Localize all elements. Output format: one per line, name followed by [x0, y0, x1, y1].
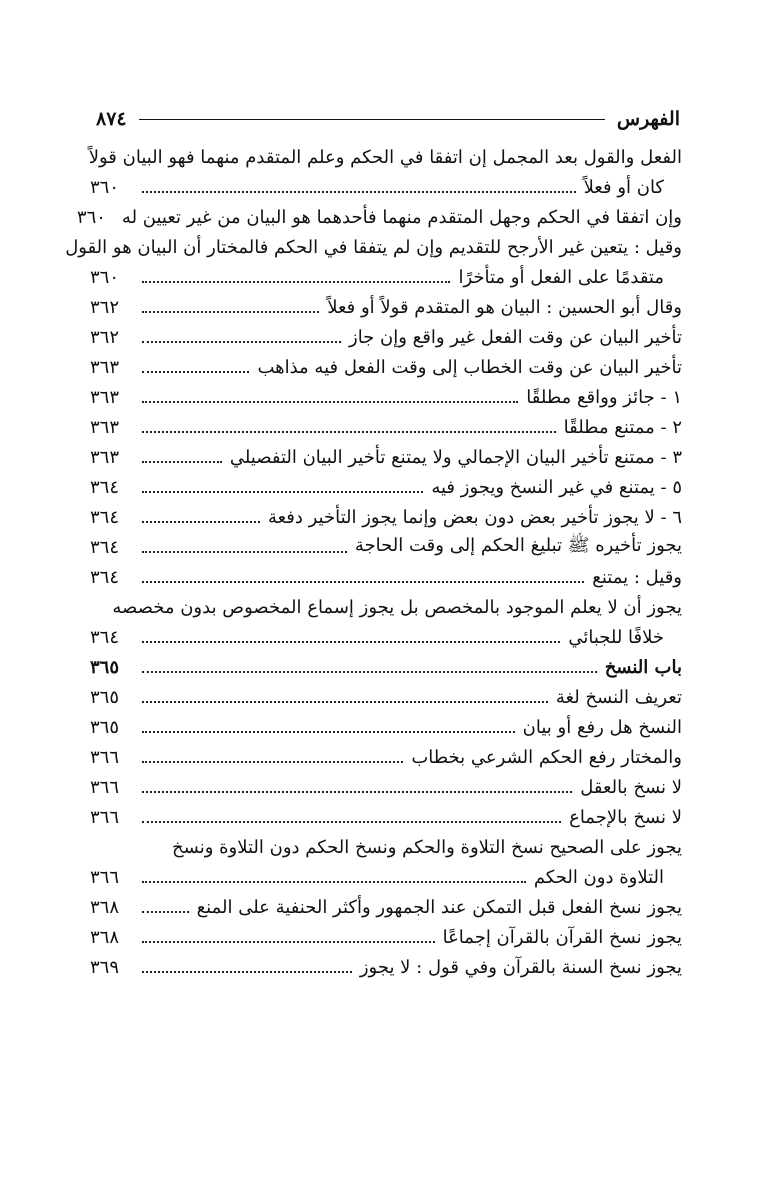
- entry-page-number: ٣٦٢: [90, 326, 120, 348]
- entry-text: النسخ هل رفع أو بيان: [522, 716, 682, 738]
- dot-leader: [142, 971, 352, 973]
- entry-text: ١ - جائز وواقع مطلقًا: [526, 386, 682, 408]
- entry-page-number: ٣٦٤: [90, 536, 120, 558]
- index-entry: [90, 712, 682, 742]
- index-entry: [90, 652, 682, 682]
- entry-text: وقال أبو الحسين : البيان هو المتقدم قولاً أو فعلاً: [327, 296, 682, 318]
- index-entry: [90, 262, 682, 292]
- entry-page-number: ٣٦٣: [90, 356, 120, 378]
- dot-leader: [142, 881, 526, 883]
- index-entry: [90, 952, 682, 982]
- dot-leader: [142, 641, 560, 643]
- page-header: [96, 104, 680, 134]
- entry-page-number: ٣٦٠: [90, 266, 120, 288]
- dot-leader: [142, 281, 450, 283]
- index-entry: [90, 682, 682, 712]
- index-entry: [90, 592, 682, 622]
- index-entry: [90, 622, 682, 652]
- entry-text: متقدمًا على الفعل أو متأخرًا: [458, 266, 664, 288]
- entry-page-number: ٣٦٢: [90, 296, 120, 318]
- entry-text: يجوز أن لا يعلم الموجود بالمخصص بل يجوز إسماع المخصوص بدون مخصصه: [112, 596, 682, 618]
- entry-text: ٢ - ممتنع مطلقًا: [563, 416, 682, 438]
- index-entry: [90, 382, 682, 412]
- entry-text: وقيل : يمتنع: [592, 566, 682, 588]
- entry-page-number: ٣٦٠: [76, 206, 106, 228]
- entry-text: ٦ - لا يجوز تأخير بعض دون بعض وإنما يجوز التأخير دفعة: [267, 506, 682, 528]
- entry-page-number: ٣٦٤: [90, 626, 120, 648]
- entry-text: باب النسخ: [604, 656, 682, 678]
- index-entry: [90, 802, 682, 832]
- dot-leader: [142, 701, 548, 703]
- entry-page-number: ٣٦٥: [90, 716, 120, 738]
- index-entry: [90, 892, 682, 922]
- index-entry: [90, 322, 682, 352]
- entry-text: لا نسخ بالإجماع: [569, 806, 682, 828]
- entry-page-number: ٣٦٤: [90, 506, 120, 528]
- entry-text: خلافًا للجبائي: [568, 626, 664, 648]
- dot-leader: [142, 821, 561, 823]
- index-entry: [90, 922, 682, 952]
- entry-page-number: ٣٦٨: [90, 896, 120, 918]
- index-entry: [90, 562, 682, 592]
- dot-leader: [142, 521, 260, 523]
- entry-page-number: ٣٦٣: [90, 386, 120, 408]
- dot-leader: [142, 911, 189, 913]
- entry-text: يجوز تأخيره ﷺ تبليغ الحكم إلى وقت الحاجة: [354, 535, 682, 556]
- dot-leader: [142, 671, 597, 673]
- entry-page-number: ٣٦٦: [90, 806, 120, 828]
- dot-leader: [142, 551, 347, 553]
- entry-text: يجوز على الصحيح نسخ التلاوة والحكم ونسخ الحكم دون التلاوة ونسخ: [172, 836, 682, 858]
- entry-text: يجوز نسخ الفعل قبل التمكن عند الجمهور وأكثر الحنفية على المنع: [196, 896, 682, 918]
- page-number: ٨٧٤: [96, 108, 127, 130]
- entry-page-number: ٣٦٥: [90, 656, 120, 678]
- dot-leader: [142, 581, 584, 583]
- index-entry: [90, 292, 682, 322]
- index-entry: [90, 142, 682, 172]
- dot-leader: [142, 401, 518, 403]
- dot-leader: [142, 341, 341, 343]
- entry-text: تعريف النسخ لغة: [555, 686, 682, 708]
- entry-text: تأخير البيان عن وقت الفعل غير واقع وإن جاز: [349, 326, 682, 348]
- dot-leader: [142, 941, 435, 943]
- index-entry: [90, 472, 682, 502]
- index-entry: [65, 232, 682, 262]
- entry-text: تأخير البيان عن وقت الخطاب إلى وقت الفعل فيه مذاهب: [257, 356, 682, 378]
- dot-leader: [142, 191, 576, 193]
- index-entry: [90, 442, 682, 472]
- entry-text: الفعل والقول بعد المجمل إن اتفقا في الحكم وعلم المتقدم منهما فهو البيان قولاً: [88, 146, 682, 168]
- dot-leader: [142, 791, 572, 793]
- entry-text: يجوز نسخ السنة بالقرآن وفي قول : لا يجوز: [359, 956, 682, 978]
- entry-page-number: ٣٦٤: [90, 476, 120, 498]
- entry-page-number: ٣٦٩: [90, 956, 120, 978]
- entry-page-number: ٣٦٦: [90, 776, 120, 798]
- entry-text: ٣ - ممتنع تأخير البيان الإجمالي ولا يمتنع تأخير البيان التفصيلي: [229, 446, 682, 468]
- entry-text: يجوز نسخ القرآن بالقرآن إجماعًا: [442, 926, 682, 948]
- page-title: الفهرس: [616, 108, 680, 130]
- index-entry: [90, 742, 682, 772]
- index-entry: [90, 172, 682, 202]
- dot-leader: [142, 371, 249, 373]
- dot-leader: [142, 311, 319, 313]
- entry-page-number: ٣٦٣: [90, 446, 120, 468]
- dot-leader: [142, 431, 556, 433]
- index-entry: [90, 862, 682, 892]
- dot-leader: [142, 761, 403, 763]
- entry-text: التلاوة دون الحكم: [533, 866, 664, 888]
- entry-text: وإن اتفقا في الحكم وجهل المتقدم منهما فأحدهما هو البيان من غير تعيين له: [121, 206, 682, 228]
- dot-leader: [142, 491, 423, 493]
- index-entry: [90, 502, 682, 532]
- header-rule: [139, 119, 605, 120]
- index-entries: [65, 142, 682, 982]
- entry-text: كان أو فعلاً: [583, 176, 664, 198]
- entry-page-number: ٣٦٦: [90, 746, 120, 768]
- index-entry: [90, 832, 682, 862]
- entry-page-number: ٣٦٦: [90, 866, 120, 888]
- entry-page-number: ٣٦٥: [90, 686, 120, 708]
- entry-page-number: ٣٦٤: [90, 566, 120, 588]
- entry-page-number: ٣٦٠: [90, 176, 120, 198]
- index-entry: [90, 772, 682, 802]
- entry-page-number: ٣٦٣: [90, 416, 120, 438]
- entry-text: لا نسخ بالعقل: [580, 776, 682, 798]
- entry-text: والمختار رفع الحكم الشرعي بخطاب: [411, 746, 682, 768]
- index-entry: [90, 352, 682, 382]
- entry-text: ٥ - يمتنع في غير النسخ ويجوز فيه: [431, 476, 682, 498]
- index-entry: [76, 202, 682, 232]
- index-entry: [90, 532, 682, 562]
- entry-page-number: ٣٦٨: [90, 926, 120, 948]
- dot-leader: [142, 461, 222, 463]
- entry-text: وقيل : يتعين غير الأرجح للتقديم وإن لم يتفقا في الحكم فالمختار أن البيان هو القول: [65, 236, 682, 258]
- index-entry: [90, 412, 682, 442]
- dot-leader: [142, 731, 515, 733]
